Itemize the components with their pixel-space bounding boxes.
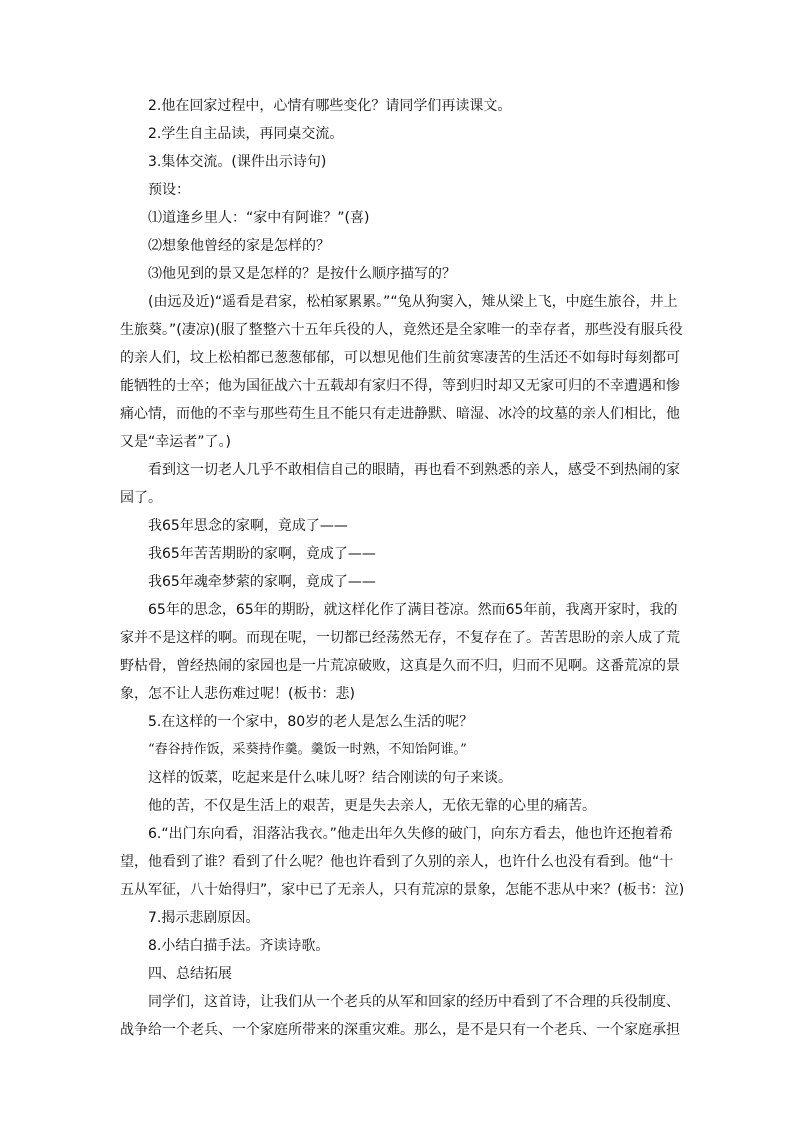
paragraph-question-5: 5.在这样的一个家中，80岁的老人是怎么生活的呢？ <box>148 714 474 730</box>
paragraph-refrain-2: 我65年苦苦期盼的家啊，竟成了—— <box>148 546 376 562</box>
paragraph-question-2: 2.他在回家过程中，心情有哪些变化？请同学们再读课文。 <box>148 98 512 114</box>
paragraph-preset-label: 预设： <box>148 182 190 198</box>
paragraph-poem-quote: “舂谷持作饭，采葵持作羹。羹饭一时熟，不知饴阿谁。” <box>148 742 467 757</box>
document-body <box>120 92 686 1044</box>
paragraph-preset-1: ⑴道逢乡里人：“家中有阿谁？”(喜) <box>148 210 370 226</box>
paragraph-preset-2: ⑵想象他曾经的家是怎样的？ <box>148 238 330 254</box>
paragraph-refrain-1: 我65年思念的家啊，竟成了—— <box>148 518 348 534</box>
paragraph-section-7: 7.揭示悲剧原因。 <box>148 910 260 926</box>
paragraph-preset-3: ⑶他见到的景又是怎样的？是按什么顺序描写的？ <box>148 266 456 282</box>
paragraph-suffering: 他的苦，不仅是生活上的艰苦，更是失去亲人，无依无靠的心里的痛苦。 <box>148 798 596 814</box>
paragraph-65-years: 65年的思念，65年的期盼，就这样化作了满目苍凉。然而65年前，我离开家时，我的家并不是这样的啊。而现在呢，一切都已经荡然无存，不复存在了。苦苦思盼的亲人成了荒野枯骨，曾经热闹的家园也是一片荒凉破败，这真是久而不归，归而不见啊。这番荒凉的景象，怎不让人悲伤难过呢！(板书：悲) <box>120 602 680 702</box>
paragraph-group-discussion: 3.集体交流。(课件出示诗句) <box>148 154 327 170</box>
paragraph-scene-analysis: (由远及近)“遥看是君家，松柏冢累累。”“兔从狗窦入，雉从梁上飞，中庭生旅谷，井上生旅葵。”(凄凉)(服了整整六十五年兵役的人，竟然还是全家唯一的幸存者，那些没有服兵役的亲人们，坟上松柏都已葱葱郁郁，可以想见他们生前贫寒凄苦的生活还不如每时每刻都可能牺牲的士卒；他为国征战六十五载却有家归不得，等到归时却又无家可归的不幸遭遇和惨痛心情，而他的不幸与那些苟生且不能只有走进静默、暗湿、冰冷的坟墓的亲人们相比，他又是“幸运者”了。) <box>120 294 683 450</box>
section-heading-summary: 四、总结拓展 <box>148 966 232 982</box>
paragraph-section-8: 8.小结白描手法。齐读诗歌。 <box>148 938 330 954</box>
paragraph-section-6: 6.“出门东向看，泪落沾我衣。”他走出年久失修的破门，向东方看去，他也许还抱着希望，他看到了谁？看到了什么呢？他也许看到了久别的亲人，也许什么也没有看到。他“十五从军征，八十始得归”，家中已了无亲人，只有荒凉的景象，怎能不悲从中来？(板书：泣) <box>120 826 685 898</box>
paragraph-summary: 同学们，这首诗，让我们从一个老兵的从军和回家的经历中看到了不合理的兵役制度、战争给一个老兵、一个家庭所带来的深重灾难。那么，是不是只有一个老兵、一个家庭承担 <box>120 994 680 1038</box>
paragraph-student-reading: 2.学生自主品读，再同桌交流。 <box>148 126 344 142</box>
paragraph-refrain-3: 我65年魂牵梦萦的家啊，竟成了—— <box>148 574 376 590</box>
paragraph-food-question: 这样的饭菜，吃起来是什么味儿呀？结合刚读的句子来谈。 <box>148 770 512 786</box>
paragraph-old-man-reaction: 看到这一切老人几乎不敢相信自己的眼睛，再也看不到熟悉的亲人，感受不到热闹的家园了。 <box>120 462 680 506</box>
